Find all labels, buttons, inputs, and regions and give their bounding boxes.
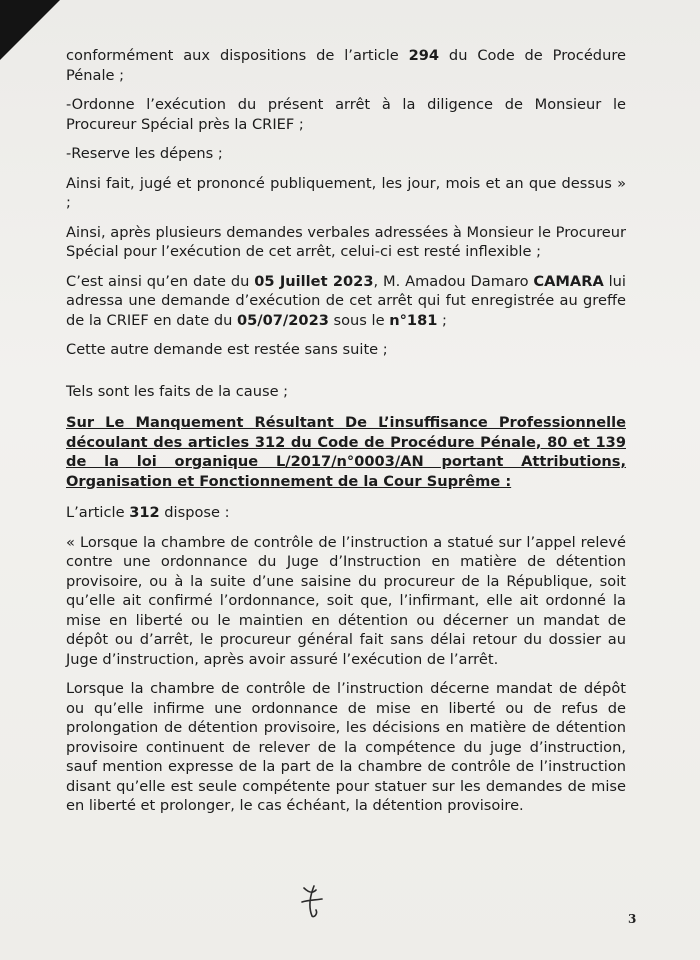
page-corner-shadow	[0, 0, 60, 60]
paragraph-reserve-depens: -Reserve les dépens ;	[66, 145, 223, 162]
paragraph-quote-1: « Lorsque la chambre de contrôle de l’instruction a statué sur l’appel relevé contre une ordonnance du Juge d’Instruction en matière de détention provisoire, ou à la suite d’une saisine du procureur de la République, soit qu’elle ait confirmé l’ordonnance, soit que, l’infirmant, elle ait ordonné la mise en liberté ou le maintien en détention ou décerner un mandat de dépôt ou d’arrêt, le procureur général fait sans délai retour du dossier au Juge d’instruction, après avoir assuré l’exécution de l’arrêt.	[66, 533, 626, 668]
handwritten-initial-signature	[294, 882, 334, 922]
section-heading: Sur Le Manquement Résultant De L’insuffisance Professionnelle découlant des articles 312 du Code de Procédure Pénale, 80 et 139 de la loi organique L/2017/n°0003/AN portant Attributions, Organisation et Fonctionnement de la Cour Suprême :	[66, 414, 626, 490]
document-body	[66, 46, 626, 826]
paragraph-sans-suite: Cette autre demande est restée sans suite ;	[66, 341, 388, 358]
paragraph-quote-2: Lorsque la chambre de contrôle de l’instruction décerne mandat de dépôt ou qu’elle infirme une ordonnance de mise en liberté ou de refus de prolongation de détention provisoire, les décisions en matière de détention provisoire continuent de relever de la compétence du juge d’instruction, sauf mention expresse de la part de la chambre de contrôle de l’instruction disant qu’elle est seule compétente pour statuer sur les demandes de mise en liberté et prolonger, le cas échéant, la détention provisoire.	[66, 680, 626, 814]
paragraph-article-294: conformément aux dispositions de l’article 294 du Code de Procédure Pénale ;	[66, 47, 626, 84]
paragraph-demande-execution: C’est ainsi qu’en date du 05 Juillet 2023, M. Amadou Damaro CAMARA lui adressa une demande d’exécution de cet arrêt qui fut enregistrée au greffe de la CRIEF en date du 05/07/2023 sous le n°181 ;	[66, 272, 626, 329]
paragraph-article-312: L’article 312 dispose :	[66, 504, 230, 521]
paragraph-faits-cause: Tels sont les faits de la cause ;	[66, 382, 289, 400]
spacer	[66, 370, 626, 382]
paragraph-ainsi-fait: Ainsi fait, jugé et prononcé publiquement, les jour, mois et an que dessus » ;	[66, 174, 626, 211]
paragraph-demandes-verbales: Ainsi, après plusieurs demandes verbales adressées à Monsieur le Procureur Spécial pour l’exécution de cet arrêt, celui-ci est resté inflexible ;	[66, 223, 626, 260]
page-number: 3	[628, 912, 637, 926]
paragraph-ordonne: -Ordonne l’exécution du présent arrêt à la diligence de Monsieur le Procureur Spécial près la CRIEF ;	[66, 96, 626, 133]
